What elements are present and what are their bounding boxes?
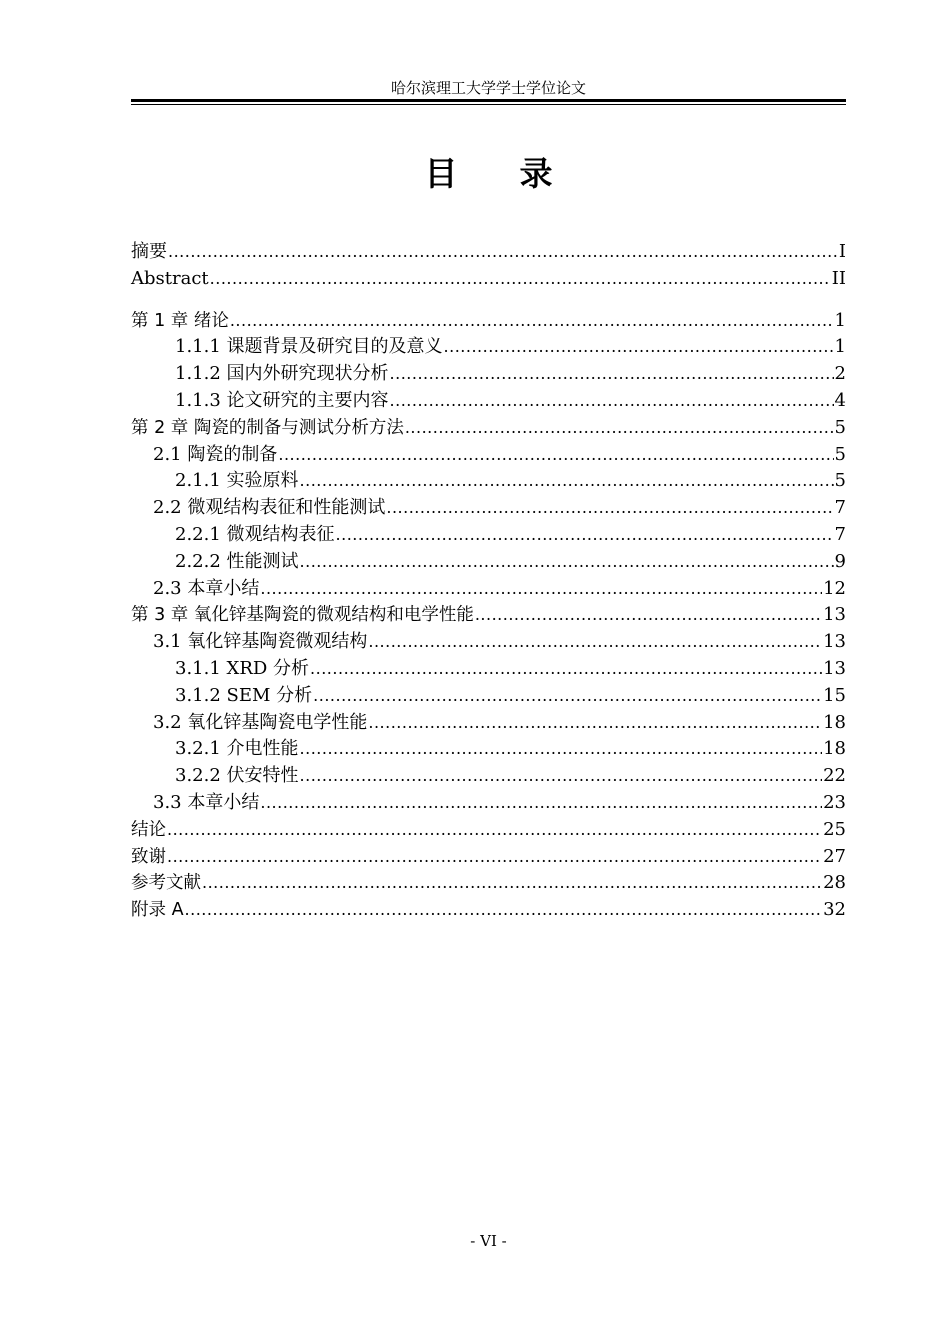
toc-entry-page: 2 <box>834 363 846 385</box>
toc-entry-3-1-1[interactable] <box>131 656 846 683</box>
toc-entry-page: 22 <box>823 765 846 787</box>
toc-entry-page: 1 <box>834 309 846 331</box>
toc-entry-2-2[interactable] <box>131 495 846 522</box>
toc-entry-label: 参考文献 <box>131 873 201 894</box>
toc-entry-3-1[interactable] <box>131 629 846 656</box>
toc-entry-page: 27 <box>823 845 846 867</box>
toc-entry-3-2-2[interactable] <box>131 763 846 790</box>
toc-entry-label: 2.2.1 微观结构表征 <box>175 523 335 545</box>
toc-entry-2-3[interactable] <box>131 576 846 603</box>
dot-leader <box>300 549 834 576</box>
dot-leader <box>260 576 822 603</box>
dot-leader <box>386 495 833 522</box>
toc-entry-2-2-1[interactable] <box>131 522 846 549</box>
dot-leader <box>300 468 834 495</box>
toc-entry-acknowledgements[interactable] <box>131 844 846 871</box>
toc-entry-label: 结论 <box>131 819 166 840</box>
toc-entry-2-2-2[interactable] <box>131 549 846 576</box>
toc-title: 目录 <box>424 154 615 193</box>
toc-entry-2-1[interactable] <box>131 442 846 469</box>
toc-entry-3-3[interactable] <box>131 790 846 817</box>
toc-entry-abstract-cn[interactable] <box>131 239 846 266</box>
toc-entry-label: 2.3 本章小结 <box>153 577 260 599</box>
dot-leader <box>260 790 822 817</box>
toc-entry-page: 15 <box>823 684 846 706</box>
dot-leader <box>300 736 823 763</box>
toc-entry-1-1-2[interactable] <box>131 361 846 388</box>
toc-entry-label: 2.2 微观结构表征和性能测试 <box>153 497 386 519</box>
toc-entry-page: 13 <box>823 604 846 626</box>
toc-entry-label: 第 1 章 绪论 <box>131 310 229 331</box>
toc-entry-label: 3.2 氧化锌基陶瓷电学性能 <box>153 711 368 733</box>
dot-leader <box>390 361 834 388</box>
toc-entry-label: 1.1.1 课题背景及研究目的及意义 <box>175 336 443 358</box>
toc-entry-page: 9 <box>834 550 846 572</box>
toc-entry-conclusion[interactable] <box>131 817 846 844</box>
toc-entry-page: 32 <box>823 899 846 921</box>
dot-leader <box>210 266 831 293</box>
toc-entry-page: 23 <box>823 791 846 813</box>
dot-leader <box>167 817 822 844</box>
dot-leader <box>202 870 822 897</box>
toc-entry-label: 1.1.2 国内外研究现状分析 <box>175 363 389 385</box>
toc-entry-page: 18 <box>823 738 846 760</box>
toc-entry-page: I <box>838 241 846 262</box>
toc-entry-label: 3.1.2 SEM 分析 <box>175 684 313 706</box>
toc-entry-page: 25 <box>823 818 846 840</box>
dot-leader <box>310 656 822 683</box>
toc-entry-3-1-2[interactable] <box>131 683 846 710</box>
toc-entry-page: 5 <box>834 470 846 492</box>
toc-entry-label: 2.1 陶瓷的制备 <box>153 443 278 465</box>
dot-leader <box>405 415 834 442</box>
toc-entry-label: 附录 A <box>131 900 184 921</box>
toc-entry-label: 摘要 <box>131 241 167 262</box>
toc-entry-references[interactable] <box>131 870 846 897</box>
toc-entry-page: II <box>831 267 846 289</box>
toc-entry-abstract-en[interactable] <box>131 266 846 293</box>
toc-entry-3-2-1[interactable] <box>131 736 846 763</box>
dot-leader <box>168 239 838 266</box>
toc-entry-page: 5 <box>834 416 846 438</box>
toc-entry-page: 7 <box>834 523 846 545</box>
dot-leader <box>336 522 834 549</box>
toc-entry-label: 3.3 本章小结 <box>153 791 260 813</box>
running-header: 哈尔滨理工大学学士学位论文 <box>390 79 586 97</box>
toc-entry-1-1-1[interactable] <box>131 334 846 361</box>
toc-entry-label: Abstract <box>131 267 209 289</box>
dot-leader <box>278 442 833 469</box>
toc-entry-page: 4 <box>834 389 846 411</box>
dot-leader <box>313 683 822 710</box>
header-rule-thin <box>131 104 846 105</box>
toc-entry-label: 致谢 <box>131 846 166 867</box>
toc-entry-page: 13 <box>823 631 846 653</box>
toc-entry-3-2[interactable] <box>131 710 846 737</box>
dot-leader <box>368 629 822 656</box>
table-of-contents <box>131 239 846 924</box>
toc-entry-page: 7 <box>834 497 846 519</box>
dot-leader <box>368 710 822 737</box>
toc-entry-label: 2.1.1 实验原料 <box>175 470 299 492</box>
toc-entry-label: 第 3 章 氧化锌基陶瓷的微观结构和电学性能 <box>131 605 474 626</box>
toc-entry-label: 3.2.1 介电性能 <box>175 738 299 760</box>
toc-entry-page: 12 <box>823 577 846 599</box>
dot-leader <box>167 844 822 871</box>
dot-leader <box>185 897 823 924</box>
toc-entry-page: 13 <box>823 657 846 679</box>
toc-entry-appendix-a[interactable] <box>131 897 846 924</box>
toc-entry-chapter-3[interactable] <box>131 602 846 629</box>
toc-entry-page: 28 <box>823 872 846 894</box>
header-rule-thick <box>131 99 846 102</box>
dot-leader <box>475 602 822 629</box>
toc-entry-label: 第 2 章 陶瓷的制备与测试分析方法 <box>131 417 404 438</box>
dot-leader <box>390 388 834 415</box>
toc-entry-label: 3.2.2 伏安特性 <box>175 765 299 787</box>
toc-entry-chapter-1[interactable] <box>131 308 846 335</box>
toc-entry-2-1-1[interactable] <box>131 468 846 495</box>
toc-entry-label: 3.1 氧化锌基陶瓷微观结构 <box>153 631 368 653</box>
toc-entry-page: 5 <box>834 443 846 465</box>
toc-entry-page: 1 <box>834 336 846 358</box>
dot-leader <box>230 308 834 335</box>
toc-entry-label: 1.1.3 论文研究的主要内容 <box>175 389 389 411</box>
toc-entry-chapter-2[interactable] <box>131 415 846 442</box>
toc-entry-label: 2.2.2 性能测试 <box>175 550 299 572</box>
toc-entry-page: 18 <box>823 711 846 733</box>
page-number-footer: - VI - <box>470 1232 507 1250</box>
toc-entry-label: 3.1.1 XRD 分析 <box>175 657 310 679</box>
toc-entry-1-1-3[interactable] <box>131 388 846 415</box>
dot-leader <box>300 763 823 790</box>
dot-leader <box>444 334 834 361</box>
